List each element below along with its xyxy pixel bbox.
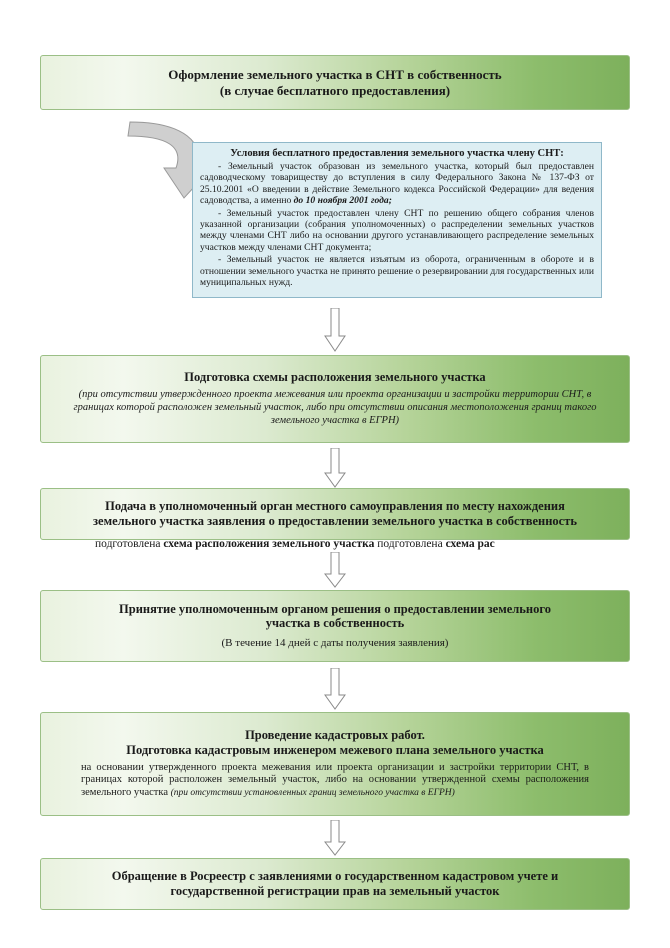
- flow-box-step3: [40, 488, 630, 540]
- title-line-2: (в случае бесплатного предоставления): [219, 82, 451, 98]
- condition-item-3: - Земельный участок не является изъятым из оборота, ограниченным в обороте и в отношении земельного участка не принято решение о резервировании для государственных или муниципальных нужд.: [200, 254, 594, 289]
- flow-box-step2: [40, 355, 630, 443]
- step5-body: на основании утвержденного проекта межевания или проекта организации и застройки территории СНТ, в границах которой расположен земельный участок, либо на основании утвержденной схемы расположения земельного участка (при отсутствии установленных границ земельного участка в ЕГРН): [81, 761, 589, 799]
- step5-line-2: Подготовка кадастровым инженером межевого плана земельного участка: [126, 742, 544, 757]
- condition-box: [192, 142, 602, 298]
- condition-item-1: - Земельный участок образован из земельного участка, который был предоставлен садоводческому товариществу до вступления в силу Федерального Закона № 137-ФЗ от 25.10.2001 «О введении в действие Земельного кодекса Российской Федерации» для ведения садоводства, а именно до 10 ноября 2001 года;: [200, 161, 594, 207]
- condition-title: Условия бесплатного предоставления земельного участка члену СНТ:: [230, 148, 564, 159]
- title-line-1: Оформление земельного участка в СНТ в собственность: [168, 67, 502, 83]
- step2-note: (при отсутствии утвержденного проекта межевания или проекта организации и застройки территории СНТ, в границах которой расположен земельный участок, либо при отсутствии описания местоположения границ такого земельного участка в ЕГРН): [73, 389, 597, 426]
- step6-line-2: государственной регистрации прав на земельный участок: [170, 884, 500, 898]
- step4-line-2: участка в собственность: [265, 616, 405, 631]
- arrow-down-4: [324, 668, 346, 710]
- step4-note: (В течение 14 дней с даты получения заявления): [221, 637, 449, 650]
- step6-line-1: Обращение в Росреестр с заявлениями о государственном кадастровом учете и: [111, 869, 559, 884]
- flow-box-step5: [40, 712, 630, 816]
- flow-box-step4: [40, 590, 630, 662]
- arrow-down-5: [324, 820, 346, 856]
- step3-line-2: земельного участка заявления о предоставлении земельного участка в собственность: [93, 514, 577, 528]
- flow-box-step6: [40, 858, 630, 910]
- flow-box-title: [40, 55, 630, 110]
- step3-line-1: Подача в уполномоченный орган местного самоуправления по месту нахождения: [105, 499, 565, 514]
- step2-title: Подготовка схемы расположения земельного участка: [184, 370, 486, 385]
- step5-line-1: Проведение кадастровых работ.: [245, 728, 425, 743]
- stray-text-line: подготовлена схема расположения земельного участка подготовлена схема рас: [95, 538, 495, 550]
- condition-item-2: - Земельный участок предоставлен члену СНТ по решению общего собрания членов указанной организации (собрания уполномоченных) о распределении земельных участков между членами СНТ либо на основании другого устанавливающего распределение земельных участков между членами СНТ документа;: [200, 207, 594, 253]
- arrow-down-1: [324, 308, 346, 352]
- step4-line-1: Принятие уполномоченным органом решения о предоставлении земельного: [119, 601, 551, 616]
- arrow-down-3: [324, 552, 346, 588]
- arrow-down-2: [324, 448, 346, 488]
